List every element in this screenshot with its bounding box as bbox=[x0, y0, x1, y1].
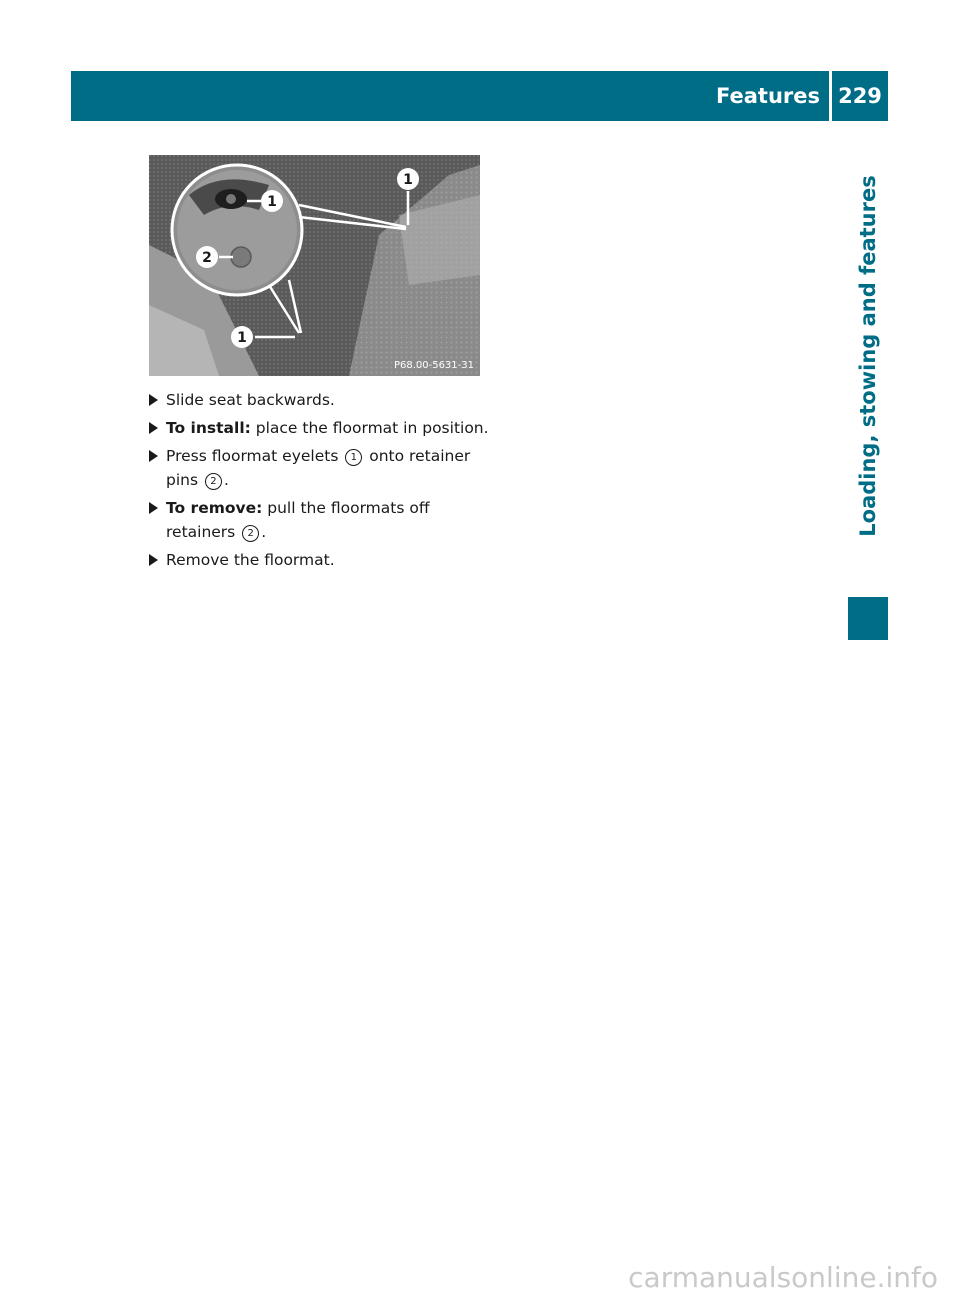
svg-text:1: 1 bbox=[267, 194, 277, 210]
step-arrow-icon bbox=[149, 554, 158, 566]
step-text: Press floormat eyelets bbox=[166, 447, 344, 465]
header-bar bbox=[71, 71, 888, 121]
step-text: Remove the floormat. bbox=[166, 551, 335, 569]
step-remove-floormat bbox=[149, 548, 489, 572]
callout-marker: 2 bbox=[205, 473, 222, 490]
svg-text:2: 2 bbox=[202, 250, 212, 266]
step-arrow-icon bbox=[149, 502, 158, 514]
chapter-label: Loading, stowing and features bbox=[856, 175, 880, 537]
callout-2-inset bbox=[196, 246, 218, 268]
step-remove-retainers bbox=[149, 496, 489, 544]
figure-code: P68.00-5631-31 bbox=[393, 360, 474, 371]
page-number: 229 bbox=[838, 84, 882, 108]
instruction-list bbox=[149, 388, 489, 576]
footer-watermark: carmanualsonline.info bbox=[628, 1261, 938, 1294]
step-label: To remove: bbox=[166, 499, 263, 517]
step-text: . bbox=[261, 523, 267, 541]
callout-marker: 1 bbox=[345, 449, 362, 466]
chapter-marker-block bbox=[848, 597, 888, 640]
step-label: To install: bbox=[166, 419, 251, 437]
floormat-photo bbox=[149, 155, 480, 376]
step-text: . bbox=[223, 471, 229, 489]
step-text: pull the floormats off retainers bbox=[166, 499, 430, 541]
svg-text:1: 1 bbox=[237, 330, 247, 346]
section-title: Features bbox=[716, 84, 820, 108]
callout-1-bottom bbox=[231, 326, 253, 348]
step-text: place the floormat in position. bbox=[250, 419, 489, 437]
callout-1-inset bbox=[261, 190, 283, 212]
step-text: Slide seat backwards. bbox=[166, 391, 335, 409]
step-slide-seat bbox=[149, 388, 489, 412]
step-text: onto retainer pins bbox=[166, 447, 471, 489]
step-arrow-icon bbox=[149, 450, 158, 462]
step-install bbox=[149, 416, 489, 440]
callout-marker: 2 bbox=[242, 525, 259, 542]
callout-1-top bbox=[397, 168, 419, 190]
step-arrow-icon bbox=[149, 422, 158, 434]
step-arrow-icon bbox=[149, 394, 158, 406]
svg-text:1: 1 bbox=[403, 172, 413, 188]
step-press-eyelets bbox=[149, 444, 489, 492]
chapter-side-tab bbox=[848, 121, 888, 591]
floormat-illustration bbox=[149, 155, 480, 376]
